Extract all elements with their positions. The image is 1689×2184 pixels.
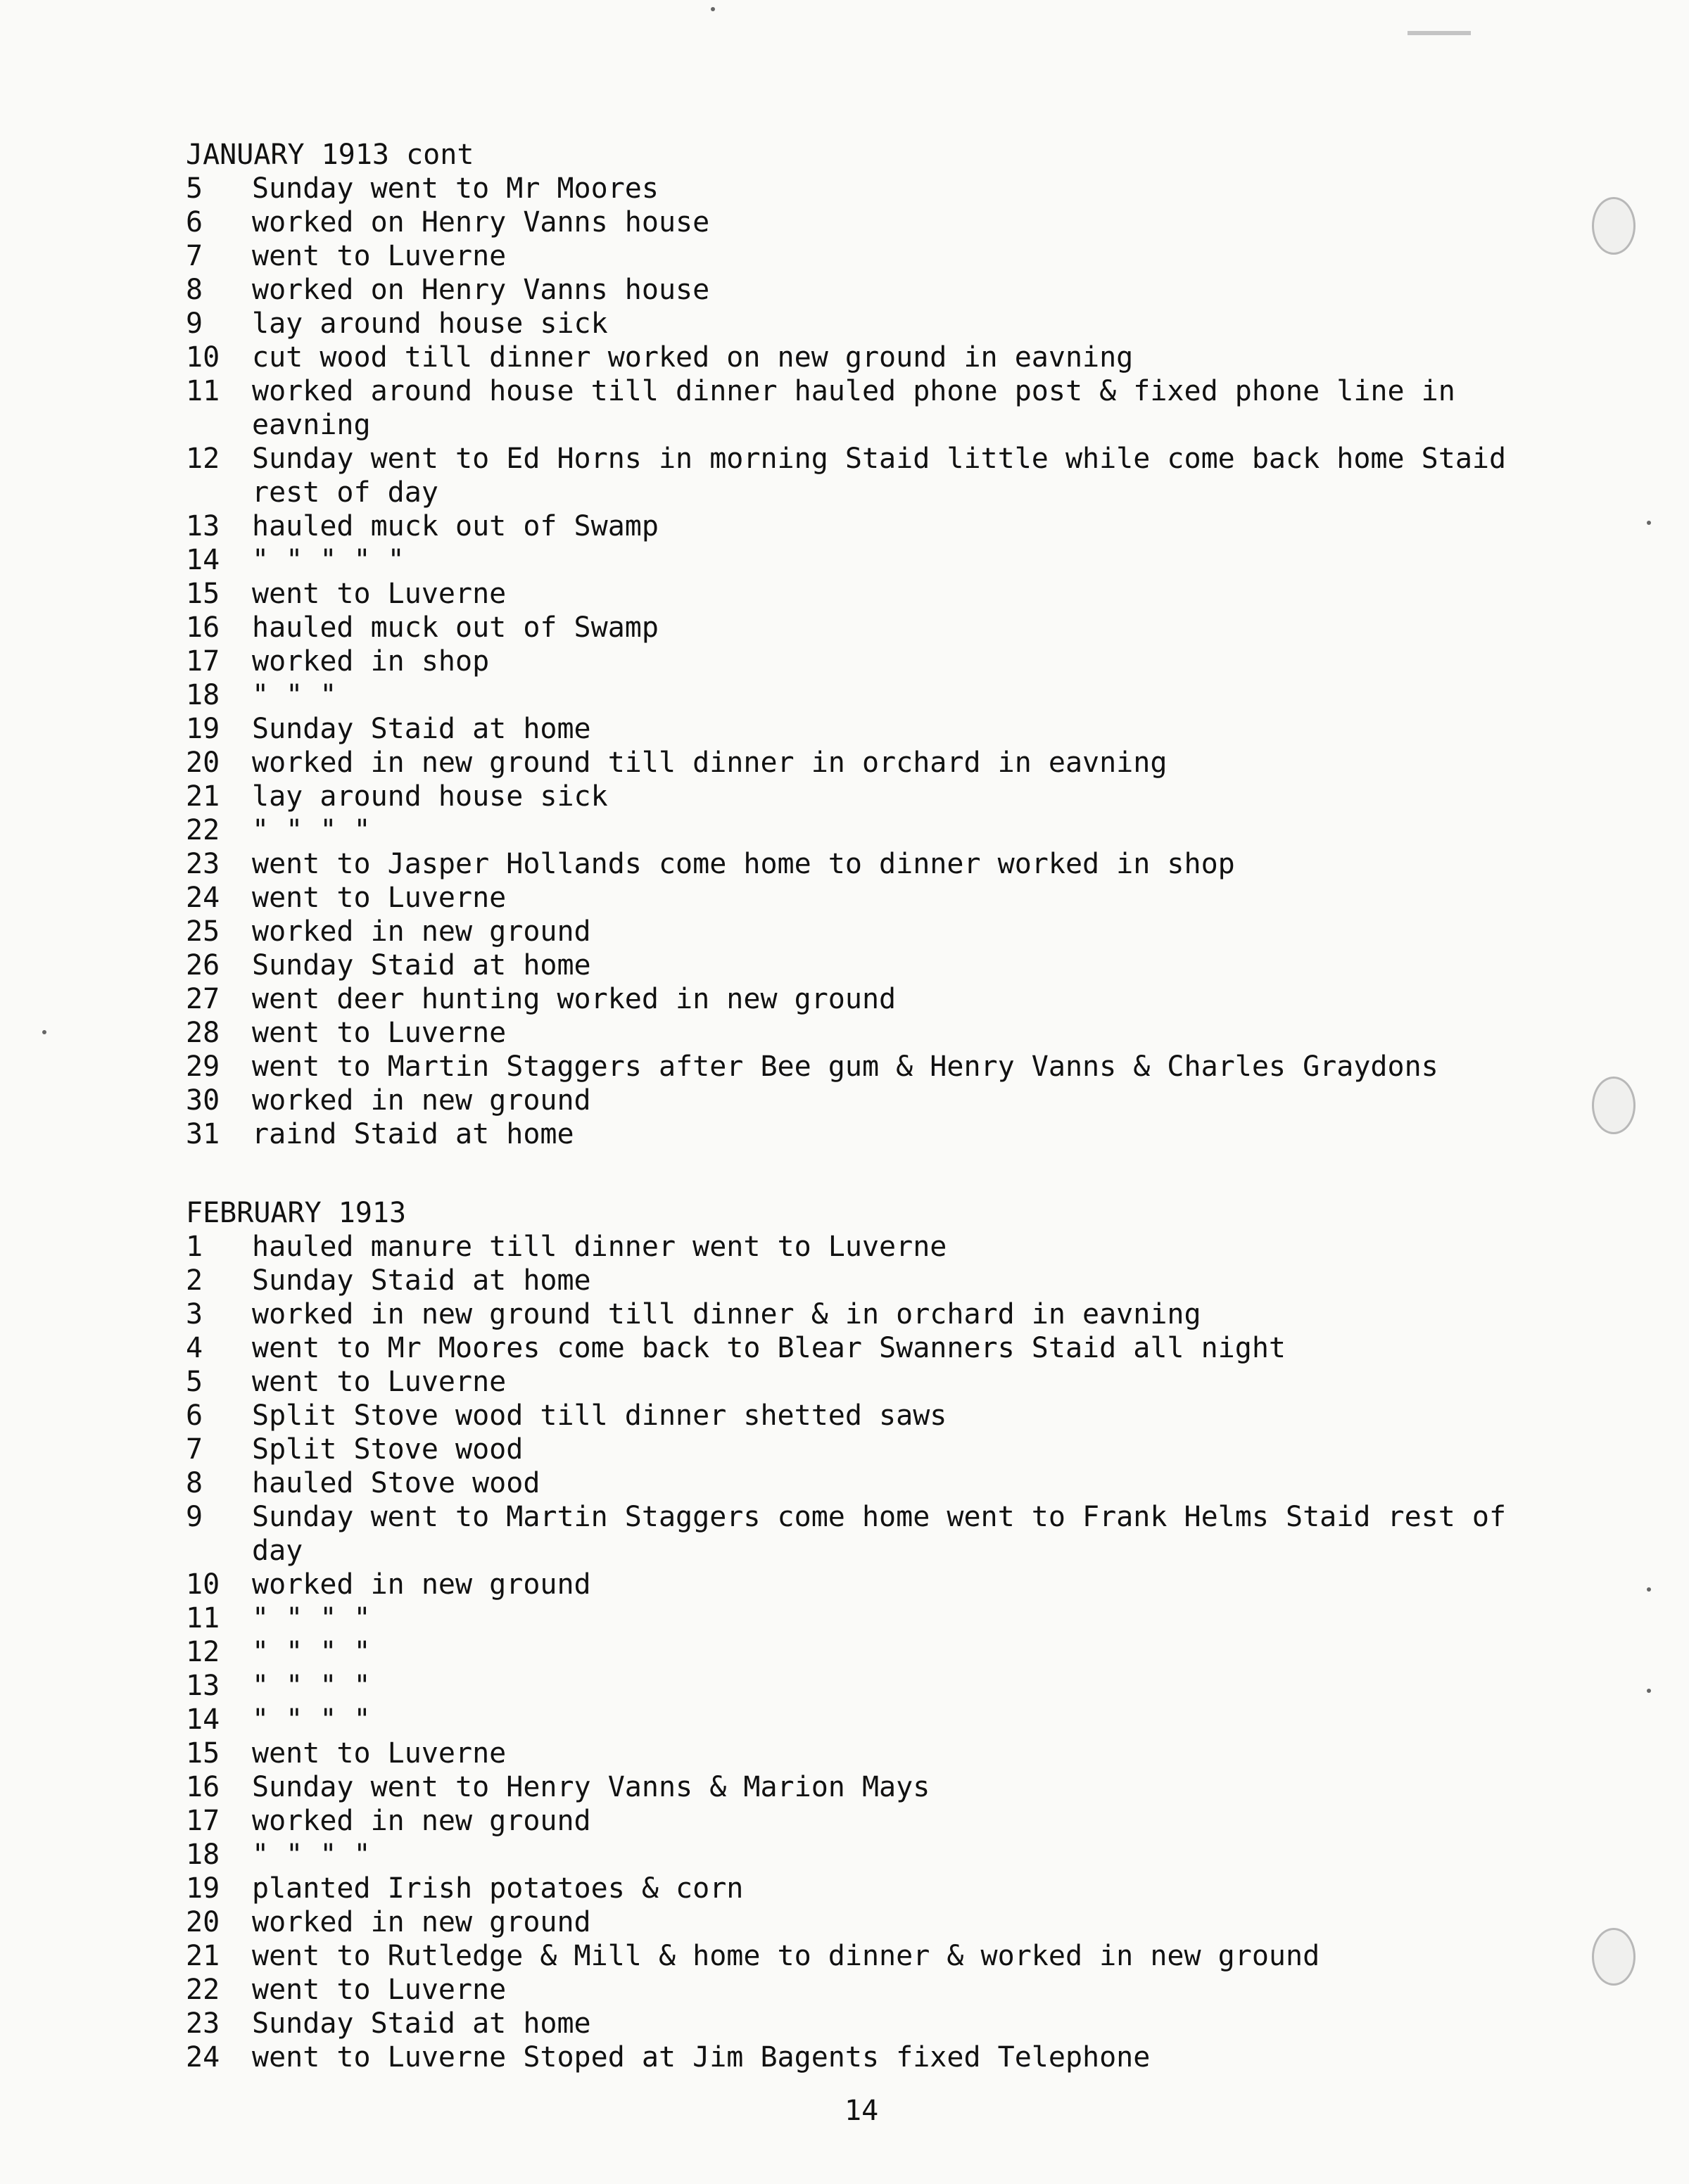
entry-day: 28 (186, 1017, 220, 1049)
entry-day: 2 (186, 1264, 203, 1297)
scan-speck (1647, 1689, 1651, 1693)
entry-text: Sunday Staid at home (252, 713, 591, 745)
entry-text: Sunday went to Ed Horns in morning Staid little while come back home Staid (252, 443, 1507, 475)
entry-day: 13 (186, 1670, 220, 1702)
entry-day: 1 (186, 1231, 203, 1263)
entry-day: 21 (186, 1940, 220, 1972)
scan-speck (42, 1030, 46, 1034)
entry-day: 7 (186, 1433, 203, 1466)
entry-day: 17 (186, 1805, 220, 1837)
entry-text: " " " " (252, 1636, 371, 1668)
entry-text: went to Martin Staggers after Bee gum & Henry Vanns & Charles Graydons (252, 1050, 1438, 1083)
entry-text: hauled muck out of Swamp (252, 611, 659, 644)
entry-day: 10 (186, 1568, 220, 1601)
entry-text: went to Luverne (252, 240, 507, 272)
entry-text-continued: rest of day (252, 476, 438, 509)
entry-day: 19 (186, 713, 220, 745)
entry-text: " " " " (252, 1670, 371, 1702)
entry-day: 8 (186, 274, 203, 306)
entry-text: Sunday Staid at home (252, 1264, 591, 1297)
scan-speck (1647, 1587, 1651, 1592)
entry-text: Sunday went to Henry Vanns & Marion Mays (252, 1771, 930, 1803)
entry-text: worked in new ground (252, 1906, 591, 1938)
entry-day: 5 (186, 1366, 203, 1398)
entry-day: 3 (186, 1298, 203, 1331)
binder-hole-middle (1592, 1077, 1636, 1134)
scan-speck (711, 7, 715, 11)
entry-text: hauled muck out of Swamp (252, 510, 659, 542)
entry-day: 11 (186, 375, 220, 407)
entry-text: " " " " (252, 1602, 371, 1634)
entry-day: 23 (186, 848, 220, 880)
entry-text: worked in new ground (252, 1084, 591, 1117)
entry-text-continued: day (252, 1535, 303, 1567)
entry-day: 22 (186, 814, 220, 846)
section-title: FEBRUARY 1913 (186, 1197, 407, 1229)
entry-text: went to Luverne (252, 1366, 507, 1398)
entry-day: 18 (186, 679, 220, 711)
entry-day: 12 (186, 1636, 220, 1668)
entry-day: 13 (186, 510, 220, 542)
entry-day: 7 (186, 240, 203, 272)
entry-day: 23 (186, 2007, 220, 2040)
entry-day: 18 (186, 1839, 220, 1871)
entry-day: 30 (186, 1084, 220, 1117)
entry-text: " " " " (252, 1839, 371, 1871)
entry-day: 6 (186, 206, 203, 239)
binder-hole-bottom (1592, 1928, 1636, 1986)
entry-day: 24 (186, 882, 220, 914)
entry-day: 10 (186, 341, 220, 374)
entry-text: worked in new ground till dinner & in orchard in eavning (252, 1298, 1201, 1331)
entry-day: 24 (186, 2041, 220, 2074)
entry-text: lay around house sick (252, 780, 608, 813)
entry-text: worked around house till dinner hauled phone post & fixed phone line in (252, 375, 1455, 407)
entry-text: Sunday Staid at home (252, 949, 591, 982)
entry-text: went to Jasper Hollands come home to dinner worked in shop (252, 848, 1235, 880)
entry-day: 26 (186, 949, 220, 982)
entry-day: 16 (186, 611, 220, 644)
entry-day: 4 (186, 1332, 203, 1364)
entry-text: hauled manure till dinner went to Luverne (252, 1231, 947, 1263)
entry-day: 20 (186, 747, 220, 779)
entry-text: Split Stove wood (252, 1433, 524, 1466)
entry-text: worked in new ground (252, 1568, 591, 1601)
entry-text: Sunday Staid at home (252, 2007, 591, 2040)
entry-text: cut wood till dinner worked on new ground in eavning (252, 341, 1134, 374)
entry-text: " " " " (252, 814, 371, 846)
entry-text: hauled Stove wood (252, 1467, 540, 1499)
entry-day: 25 (186, 915, 220, 948)
binder-hole-top (1592, 197, 1636, 255)
entry-text: " " " (252, 679, 337, 711)
entry-day: 8 (186, 1467, 203, 1499)
entry-text: went to Luverne (252, 1974, 507, 2006)
entry-day: 14 (186, 1703, 220, 1736)
entry-day: 9 (186, 1501, 203, 1533)
entry-text: went to Luverne (252, 882, 507, 914)
section-title: JANUARY 1913 cont (186, 139, 474, 171)
entry-day: 17 (186, 645, 220, 678)
entry-day: 31 (186, 1118, 220, 1150)
entry-text: raind Staid at home (252, 1118, 574, 1150)
entry-day: 5 (186, 172, 203, 205)
scan-speck (1647, 521, 1651, 525)
entry-day: 14 (186, 544, 220, 576)
entry-text: went deer hunting worked in new ground (252, 983, 897, 1015)
entry-day: 6 (186, 1399, 203, 1432)
scan-mark (1408, 31, 1471, 35)
entry-text: went to Luverne Stoped at Jim Bagents fixed Telephone (252, 2041, 1151, 2074)
entry-text: worked on Henry Vanns house (252, 274, 710, 306)
entry-text: went to Luverne (252, 1017, 507, 1049)
entry-text: worked in new ground (252, 1805, 591, 1837)
entry-text: went to Mr Moores come back to Blear Swanners Staid all night (252, 1332, 1286, 1364)
entry-day: 15 (186, 578, 220, 610)
entry-text: went to Luverne (252, 1737, 507, 1770)
entry-day: 19 (186, 1872, 220, 1905)
entry-day: 29 (186, 1050, 220, 1083)
entry-text: worked on Henry Vanns house (252, 206, 710, 239)
entry-text: planted Irish potatoes & corn (252, 1872, 744, 1905)
entry-text: worked in new ground (252, 915, 591, 948)
entry-text: Sunday went to Martin Staggers come home went to Frank Helms Staid rest of (252, 1501, 1507, 1533)
entry-day: 20 (186, 1906, 220, 1938)
page-number: 14 (844, 2095, 879, 2127)
entry-text: " " " " (252, 1703, 371, 1736)
entry-text: worked in new ground till dinner in orchard in eavning (252, 747, 1168, 779)
entry-day: 22 (186, 1974, 220, 2006)
entry-day: 21 (186, 780, 220, 813)
entry-day: 15 (186, 1737, 220, 1770)
entry-text: went to Rutledge & Mill & home to dinner & worked in new ground (252, 1940, 1320, 1972)
entry-text: " " " " " (252, 544, 405, 576)
entry-day: 16 (186, 1771, 220, 1803)
entry-text: Split Stove wood till dinner shetted saws (252, 1399, 947, 1432)
entry-day: 12 (186, 443, 220, 475)
entry-text-continued: eavning (252, 409, 371, 441)
entry-day: 11 (186, 1602, 220, 1634)
entry-text: went to Luverne (252, 578, 507, 610)
entry-day: 9 (186, 307, 203, 340)
entry-text: lay around house sick (252, 307, 608, 340)
entry-text: Sunday went to Mr Moores (252, 172, 659, 205)
entry-text: worked in shop (252, 645, 490, 678)
entry-day: 27 (186, 983, 220, 1015)
